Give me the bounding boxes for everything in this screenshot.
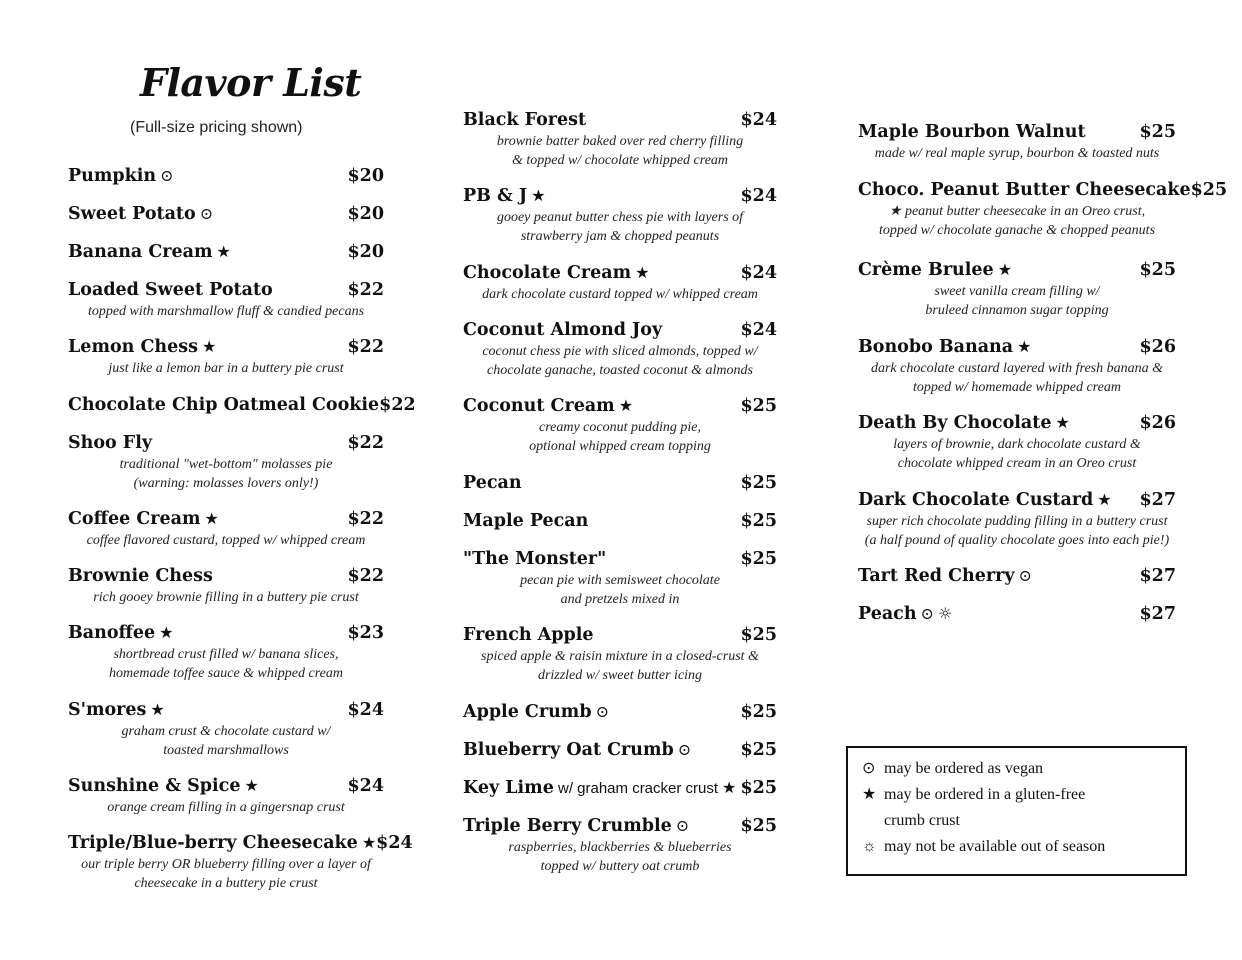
flavor-price: $25	[1139, 260, 1176, 280]
flavor-name: "The Monster"	[463, 549, 607, 569]
menu-item-header	[68, 242, 384, 262]
menu-item-header	[68, 566, 384, 586]
menu-item-title	[463, 396, 633, 416]
description-line: (warning: molasses lovers only!)	[133, 476, 319, 491]
menu-item-title	[68, 280, 273, 300]
description-line: brownie batter baked over red cherry filling	[496, 134, 744, 149]
description-line: bruleed cinnamon sugar topping	[925, 303, 1109, 318]
menu-item	[858, 122, 1176, 163]
menu-item	[68, 242, 384, 262]
menu-item-title	[463, 110, 586, 130]
menu-item-title	[68, 395, 379, 415]
description-line: dark chocolate custard layered with fresh banana &	[870, 361, 1163, 376]
menu-item-title	[858, 337, 1031, 357]
menu-item-header	[463, 320, 777, 340]
menu-item	[463, 511, 777, 531]
description-line: ★ peanut butter cheesecake in an Oreo crust,	[888, 204, 1146, 219]
description-line: homemade toffee sauce & whipped cream	[109, 666, 343, 681]
vegan-icon: ⊙	[675, 816, 690, 835]
flavor-name: PB & J	[463, 186, 528, 206]
flavor-price: $26	[1139, 413, 1176, 433]
menu-item-header	[858, 337, 1176, 357]
gluten-free-icon: ★	[618, 396, 634, 415]
menu-item	[68, 776, 384, 817]
menu-item-header	[858, 566, 1176, 586]
description-line: pecan pie with semisweet chocolate	[520, 573, 720, 588]
description-line: coffee flavored custard, topped w/ whipped cream	[86, 533, 366, 548]
flavor-description	[463, 285, 777, 304]
description-line: made w/ real maple syrup, bourbon & toasted nuts	[874, 146, 1160, 161]
description-line: topped with marshmallow fluff & candied pecans	[87, 304, 365, 319]
menu-item	[463, 740, 777, 760]
menu-item	[68, 700, 384, 760]
menu-item-title	[858, 413, 1070, 433]
menu-item	[463, 778, 777, 798]
flavor-description	[463, 208, 777, 246]
description-line: gooey peanut butter chess pie with layers of	[496, 210, 744, 225]
menu-item	[463, 549, 777, 609]
vegan-icon: ⊙	[160, 166, 174, 185]
menu-item-header	[68, 623, 384, 643]
menu-item-title	[463, 473, 522, 493]
symbol-legend	[846, 746, 1187, 876]
flavor-description	[68, 722, 384, 760]
menu-item-header	[858, 604, 1176, 624]
flavor-name: Chocolate Chip Oatmeal Cookie	[68, 395, 380, 415]
gluten-free-icon: ★	[361, 833, 377, 852]
flavor-price: $27	[1139, 604, 1176, 624]
flavor-description	[68, 798, 384, 817]
flavor-name: Black Forest	[463, 110, 587, 130]
menu-item-title	[463, 186, 546, 206]
gluten-free-icon: ★	[216, 242, 231, 261]
flavor-name: Choco. Peanut Butter Cheesecake	[858, 180, 1191, 200]
menu-item-header	[68, 776, 384, 796]
flavor-price: $24	[740, 320, 777, 340]
flavor-price: $25	[740, 778, 777, 798]
flavor-description	[68, 359, 384, 378]
menu-item-title	[68, 509, 219, 529]
description-line: topped w/ buttery oat crumb	[540, 859, 700, 874]
menu-item-header	[858, 413, 1176, 433]
gluten-free-icon: ★	[150, 700, 165, 719]
flavor-price: $26	[1139, 337, 1176, 357]
flavor-name: Maple Bourbon Walnut	[858, 122, 1086, 142]
flavor-description	[68, 302, 384, 321]
gluten-free-icon: ★	[635, 263, 650, 282]
menu-item-header	[463, 110, 777, 130]
menu-item-header	[68, 337, 384, 357]
description-line: sweet vanilla cream filling w/	[934, 284, 1100, 299]
flavor-name: Blueberry Oat Crumb	[463, 740, 674, 760]
flavor-name: Coffee Cream	[68, 509, 201, 529]
flavor-name: French Apple	[463, 625, 594, 645]
flavor-price: $20	[347, 166, 384, 186]
flavor-price: $20	[347, 242, 384, 262]
vegan-icon: ⊙	[1018, 566, 1032, 585]
gluten-free-icon: ★	[1097, 490, 1112, 509]
menu-item-title	[68, 700, 165, 720]
legend-gluten-free: may be ordered in a gluten-free	[884, 786, 1086, 803]
description-line: creamy coconut pudding pie,	[539, 420, 701, 435]
flavor-description	[463, 571, 777, 609]
flavor-name: Pumpkin	[68, 166, 157, 186]
menu-item	[858, 180, 1228, 240]
flavor-price: $24	[740, 110, 777, 130]
description-line: topped w/ chocolate ganache & chopped peanuts	[878, 223, 1156, 238]
menu-item-header	[463, 778, 777, 798]
flavor-name: Apple Crumb	[463, 702, 592, 722]
menu-item-header	[68, 433, 384, 453]
menu-item-title	[68, 433, 152, 453]
flavor-name: Coconut Cream	[463, 396, 615, 416]
menu-item-header	[68, 509, 384, 529]
menu-item-header	[68, 204, 384, 224]
flavor-name: Peach	[858, 604, 917, 624]
description-line: dark chocolate custard topped w/ whipped cream	[482, 287, 758, 302]
menu-item	[858, 490, 1176, 550]
flavor-name: Key Lime	[463, 778, 554, 798]
flavor-price: $23	[347, 623, 384, 643]
description-line: drizzled w/ sweet butter icing	[537, 668, 703, 683]
menu-item-title	[463, 549, 606, 569]
flavor-name: Banoffee	[68, 623, 156, 643]
flavor-price: $25	[740, 816, 777, 836]
menu-item-title	[463, 320, 662, 340]
flavor-name: Triple Berry Crumble	[463, 816, 672, 836]
legend-seasonal: may not be available out of season	[884, 838, 1106, 855]
flavor-name: Bonobo Banana	[858, 337, 1014, 357]
flavor-description	[68, 855, 384, 893]
flavor-description	[68, 531, 384, 550]
menu-item	[463, 473, 777, 493]
menu-item	[463, 625, 777, 685]
menu-item	[463, 396, 777, 456]
flavor-price: $24	[376, 833, 413, 853]
description-line: chocolate whipped cream in an Oreo crust	[897, 456, 1137, 471]
menu-item-title	[858, 122, 1086, 142]
description-line: graham crust & chocolate custard w/	[121, 724, 331, 739]
flavor-description	[68, 455, 384, 493]
flavor-price: $24	[347, 700, 384, 720]
menu-item-header	[463, 186, 777, 206]
vegan-icon: ⊙	[595, 702, 609, 721]
menu-item-title	[68, 623, 174, 643]
flavor-name: Tart Red Cherry	[858, 566, 1015, 586]
description-line: shortbread crust filled w/ banana slices,	[113, 647, 339, 662]
flavor-name: Triple/Blue-berry Cheesecake	[68, 833, 358, 853]
flavor-name: Lemon Chess	[68, 337, 198, 357]
menu-item	[858, 604, 1176, 624]
flavor-price: $27	[1139, 490, 1176, 510]
flavor-price: $25	[740, 549, 777, 569]
flavor-price: $25	[740, 702, 777, 722]
description-line: just like a lemon bar in a buttery pie crust	[108, 361, 344, 376]
menu-item-title	[68, 204, 213, 224]
flavor-description	[68, 645, 384, 683]
menu-item-title	[858, 604, 952, 624]
flavor-description	[858, 435, 1176, 473]
menu-item-header	[463, 511, 777, 531]
flavor-name: Pecan	[463, 473, 522, 493]
menu-item-title	[858, 260, 1012, 280]
vegan-icon: ⊙	[677, 740, 692, 759]
flavor-price: $25	[1139, 122, 1176, 142]
menu-item-title	[463, 702, 609, 722]
vegan-icon: ⊙	[199, 204, 214, 223]
flavor-price: $22	[379, 395, 416, 415]
flavor-price: $25	[1190, 180, 1228, 200]
menu-item-header	[463, 396, 777, 416]
legend-gluten-free-cont: crumb crust	[884, 812, 960, 829]
flavor-description	[68, 588, 384, 607]
menu-item-header	[463, 816, 777, 836]
gluten-free-icon: ★	[722, 778, 737, 797]
menu-item-header	[858, 490, 1176, 510]
gluten-free-icon: ★	[201, 337, 217, 356]
menu-item-header	[463, 740, 777, 760]
menu-item-title	[463, 740, 691, 760]
flavor-description	[463, 132, 777, 170]
flavor-price: $24	[347, 776, 384, 796]
flavor-price: $22	[347, 433, 384, 453]
menu-item-header	[68, 280, 384, 300]
gluten-free-icon: ★	[244, 776, 259, 795]
menu-item-header	[463, 549, 777, 569]
flavor-price: $25	[740, 740, 777, 760]
flavor-name: Death By Chocolate	[858, 413, 1052, 433]
description-line: raspberries, blackberries & blueberries	[508, 840, 732, 855]
flavor-price: $24	[740, 263, 777, 283]
menu-item	[68, 166, 384, 186]
gluten-free-icon: ★	[159, 623, 174, 642]
flavor-name-suffix: w/ graham cracker crust	[553, 780, 719, 797]
flavor-price: $25	[740, 396, 777, 416]
menu-item	[68, 204, 384, 224]
description-line: strawberry jam & chopped peanuts	[520, 229, 720, 244]
menu-item-title	[463, 625, 594, 645]
menu-item	[463, 702, 777, 722]
menu-item-header	[68, 833, 413, 853]
menu-item-title	[68, 833, 376, 853]
flavor-price: $25	[740, 625, 777, 645]
menu-item	[68, 509, 384, 550]
flavor-price: $27	[1139, 566, 1176, 586]
flavor-description	[463, 342, 777, 380]
gluten-free-icon: ★	[1055, 413, 1070, 432]
flavor-price: $25	[740, 511, 777, 531]
menu-item	[463, 186, 777, 246]
menu-item	[858, 566, 1176, 586]
menu-item-header	[858, 122, 1176, 142]
flavor-price: $22	[347, 337, 384, 357]
menu-item	[68, 337, 384, 378]
flavor-price: $24	[740, 186, 777, 206]
menu-item-header	[463, 625, 777, 645]
description-line: spiced apple & raisin mixture in a closed-crust &	[481, 649, 759, 664]
menu-item	[858, 260, 1176, 320]
description-line: coconut chess pie with sliced almonds, topped w/	[482, 344, 758, 359]
seasonal-icon: ☼	[862, 838, 877, 855]
flavor-name: Coconut Almond Joy	[463, 320, 663, 340]
menu-item-header	[463, 702, 777, 722]
flavor-description	[463, 418, 777, 456]
gluten-free-icon: ★	[1017, 337, 1032, 356]
menu-item-header	[463, 263, 777, 283]
description-line: topped w/ homemade whipped cream	[913, 380, 1121, 395]
menu-item-title	[68, 337, 216, 357]
menu-item-header	[463, 473, 777, 493]
flavor-description	[858, 359, 1176, 397]
flavor-name: Brownie Chess	[68, 566, 213, 586]
gluten-free-icon: ★	[531, 186, 546, 205]
description-line: layers of brownie, dark chocolate custard &	[893, 437, 1141, 452]
menu-item	[68, 623, 384, 683]
menu-item	[68, 833, 413, 893]
menu-item	[68, 433, 384, 493]
menu-item-header	[858, 260, 1176, 280]
flavor-name: S'mores	[68, 700, 147, 720]
menu-item-title	[68, 566, 213, 586]
menu-item-title	[463, 511, 588, 531]
description-line: & topped w/ chocolate whipped cream	[511, 153, 729, 168]
menu-item	[463, 816, 777, 876]
menu-item-title	[68, 242, 231, 262]
menu-item-header	[68, 395, 416, 415]
flavor-description	[858, 512, 1176, 550]
flavor-description	[463, 647, 777, 685]
menu-item	[463, 263, 777, 304]
menu-item-title	[463, 778, 736, 798]
menu-item	[68, 280, 384, 321]
flavor-price: $25	[740, 473, 777, 493]
menu-item-title	[463, 263, 649, 283]
seasonal-icon: ☼	[937, 604, 953, 623]
flavor-description	[858, 144, 1176, 163]
menu-item	[68, 395, 416, 415]
flavor-description	[858, 282, 1176, 320]
description-line: traditional "wet-bottom" molasses pie	[119, 457, 333, 472]
description-line: our triple berry OR blueberry filling over a layer of	[81, 857, 371, 872]
menu-item-title	[68, 776, 259, 796]
flavor-name: Loaded Sweet Potato	[68, 280, 273, 300]
gluten-free-icon: ★	[997, 260, 1013, 279]
menu-item-header	[858, 180, 1228, 200]
flavor-name: Crème Brulee	[858, 260, 994, 280]
description-line: rich gooey brownie filling in a buttery pie crust	[93, 590, 359, 605]
page-title: Flavor List	[140, 60, 362, 105]
menu-item-title	[858, 566, 1032, 586]
flavor-description	[463, 838, 777, 876]
menu-item-header	[68, 700, 384, 720]
flavor-name: Chocolate Cream	[463, 263, 632, 283]
flavor-price: $20	[347, 204, 384, 224]
menu-item	[858, 337, 1176, 397]
gluten-free-icon: ★	[862, 786, 877, 803]
menu-item	[463, 320, 777, 380]
description-line: optional whipped cream topping	[529, 439, 711, 454]
description-line: orange cream filling in a gingersnap crust	[107, 800, 345, 815]
description-line: and pretzels mixed in	[560, 592, 680, 607]
flavor-description	[858, 202, 1176, 240]
vegan-icon: ⊙	[920, 604, 934, 623]
flavor-price: $22	[347, 566, 384, 586]
vegan-icon: ⊙	[862, 760, 876, 777]
menu-item-title	[858, 180, 1191, 200]
flavor-name: Sunshine & Spice	[68, 776, 241, 796]
menu-item-title	[68, 166, 174, 186]
menu-item	[68, 566, 384, 607]
gluten-free-icon: ★	[204, 509, 219, 528]
legend-vegan: may be ordered as vegan	[884, 760, 1044, 777]
menu-item-title	[858, 490, 1112, 510]
flavor-name: Banana Cream	[68, 242, 213, 262]
flavor-name: Sweet Potato	[68, 204, 196, 224]
menu-item-header	[68, 166, 384, 186]
flavor-name: Maple Pecan	[463, 511, 589, 531]
page-subtitle: (Full-size pricing shown)	[130, 119, 303, 136]
menu-item	[858, 413, 1176, 473]
flavor-price: $22	[347, 509, 384, 529]
flavor-name: Dark Chocolate Custard	[858, 490, 1094, 510]
description-line: cheesecake in a buttery pie crust	[134, 876, 318, 891]
description-line: chocolate ganache, toasted coconut & almonds	[487, 363, 753, 378]
description-line: super rich chocolate pudding filling in a buttery crust	[866, 514, 1168, 529]
menu-item-title	[463, 816, 689, 836]
menu-item	[463, 110, 777, 170]
description-line: toasted marshmallows	[163, 743, 289, 758]
flavor-price: $22	[347, 280, 384, 300]
flavor-name: Shoo Fly	[68, 433, 153, 453]
description-line: (a half pound of quality chocolate goes into each pie!)	[864, 533, 1170, 548]
